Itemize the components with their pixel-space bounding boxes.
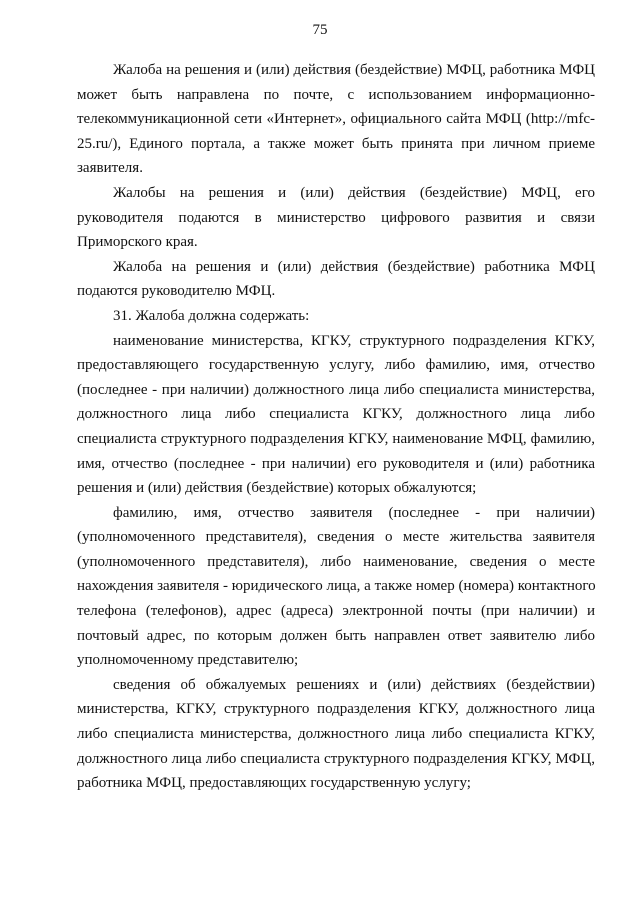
text-line: уполномоченному представителю; [77, 652, 299, 669]
text-line: заявителя. [77, 160, 143, 177]
text-line: (последнее - при наличии) должностного лица либо специалиста министерства, [77, 381, 595, 398]
text-line: телекоммуникационной сети «Интернет», официального сайта МФЦ (http://mfc- [77, 111, 595, 128]
text-line: должностного лица либо специалиста КГКУ, должностного лица либо [77, 406, 595, 423]
text-line: может быть направлена по почте, с использованием информационно- [77, 86, 595, 103]
text-line: подаются руководителю МФЦ. [77, 283, 276, 300]
text-line: сведения об обжалуемых решениях и (или) действиях (бездействии) [113, 676, 595, 693]
text-line: либо специалиста министерства, должностного лица либо специалиста КГКУ, [77, 726, 595, 743]
text-line: 25.ru/), Единого портала, а также может быть принята при личном приеме [77, 135, 595, 152]
paragraph-applicant-requirement [77, 501, 595, 673]
text-line: руководителя подаются в министерство цифрового развития и связи [77, 209, 595, 226]
document-body [77, 58, 595, 796]
text-line: (уполномоченного представителя), либо наименование, сведения о месте [77, 553, 595, 570]
paragraph-names-requirement [77, 329, 595, 501]
text-line: должностного лица либо специалиста структурного подразделения КГКУ, МФЦ, [77, 750, 595, 767]
text-line: Жалоба на решения и (или) действия (бездействие) МФЦ, работника МФЦ [113, 62, 595, 78]
text-line: имя, отчество (последнее - при наличии) его руководителя и (или) работника [77, 455, 595, 472]
text-line: 31. Жалоба должна содержать: [113, 307, 310, 324]
text-line: наименование министерства, КГКУ, структурного подразделения КГКУ, [113, 332, 595, 349]
paragraph-item-31 [77, 304, 595, 329]
text-line: министерства, КГКУ, структурного подразделения КГКУ, должностного лица [77, 701, 595, 718]
text-line: Приморского края. [77, 234, 198, 251]
text-line: решения и (или) действия (бездействие) которых обжалуются; [77, 480, 477, 497]
text-line: специалиста структурного подразделения КГКУ, наименование МФЦ, фамилию, [77, 430, 595, 447]
text-line: предоставляющего государственную услугу, либо фамилию, имя, отчество [77, 357, 595, 374]
text-line: работника МФЦ, предоставляющих государственную услугу; [77, 775, 471, 792]
text-line: нахождения заявителя - юридического лица, а также номер (номера) контактного [77, 578, 596, 595]
text-line: Жалобы на решения и (или) действия (бездействие) МФЦ, его [113, 184, 595, 201]
paragraph-complaint-head [77, 255, 595, 304]
text-line: Жалоба на решения и (или) действия (бездействие) работника МФЦ [113, 258, 595, 275]
paragraph-complaint-channels [77, 58, 595, 181]
paragraph-appealed-decisions [77, 673, 595, 796]
text-line: фамилию, имя, отчество заявителя (последнее - при наличии) [113, 504, 595, 521]
text-line: (уполномоченного представителя), сведения о месте жительства заявителя [77, 529, 595, 546]
paragraph-complaint-ministry [77, 181, 595, 255]
text-line: почтовый адрес, по которым должен быть направлен ответ заявителю либо [77, 627, 595, 644]
page-number: 75 [312, 22, 328, 38]
text-line: телефона (телефонов), адрес (адреса) электронной почты (при наличии) и [77, 603, 595, 620]
